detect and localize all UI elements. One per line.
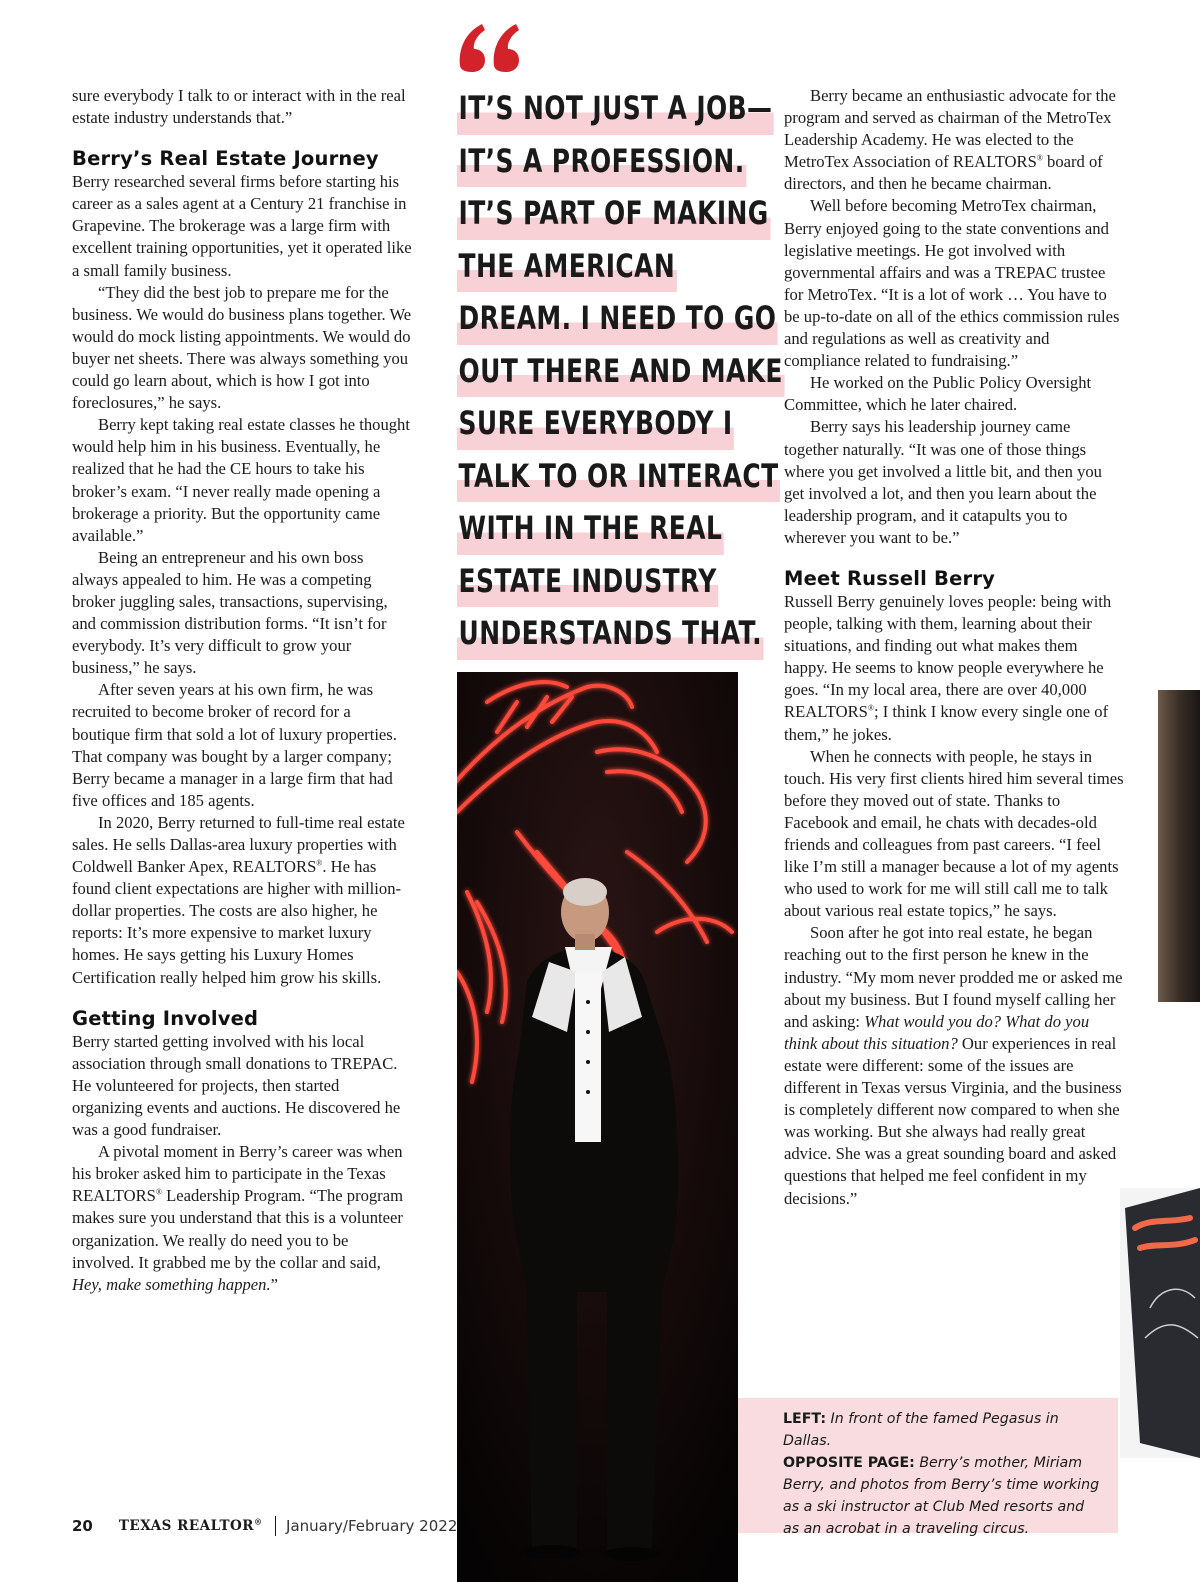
- paragraph: Being an entrepreneur and his own boss always appealed to him. He was a competing broker juggling sales, transactions, supervising, and commission distribution forms. “It isn’t for everybody. It’s very difficult to grow your business,” he says.: [72, 547, 388, 678]
- paragraph: Berry says his leadership journey came together naturally. “It was one of those things where you get involved a little bit, and then you get involved a lot, and then you learn about the leadership program, and it catapults you to wherever you want to be.”: [784, 417, 1102, 547]
- page-footer: [72, 1515, 457, 1537]
- registered-mark: ®: [316, 858, 323, 868]
- footer-divider: [275, 1516, 277, 1536]
- paragraph: sure everybody I talk to or interact with in the real estate industry understands that.”: [72, 86, 406, 128]
- registered-mark: ®: [155, 1187, 162, 1197]
- paragraph: Berry researched several firms before starting his career as a sales agent at a Century 21 franchise in Grapevine. The brokerage was a large firm with excellent training opportunities, yet it operated like a small family business.: [72, 172, 412, 280]
- paragraph: Russell Berry genuinely loves people: being with people, talking with them, learning about their situations, and finding out what makes them happy. He seems to know people everywhere he goes. “In my local area, there are over 40,000 REALTORS®; I think I know every single one of them,” he jokes.: [784, 591, 1112, 744]
- right-article-column: [784, 85, 1124, 1210]
- pull-quote-line: OUT THERE AND MAKE: [457, 345, 784, 398]
- photo-caption: [738, 1398, 1118, 1537]
- pull-quote-line: TALK TO OR INTERACT: [457, 450, 780, 503]
- paragraph: Berry kept taking real estate classes he thought would help him in his business. Eventually, he realized that he had the CE hours to take his broker’s exam. “I never really made opening a brokerage a priority. But the opportunity came available.”: [72, 415, 410, 545]
- caption-left-text: In front of the famed Pegasus in Dallas.: [783, 1411, 1059, 1449]
- caption-left-label: LEFT:: [783, 1411, 826, 1427]
- paragraph: After seven years at his own firm, he was recruited to become broker of record for a boutique firm that sold a lot of luxury properties. That company was bought by a larger company; Berry became a manager in a large firm that had five offices and 185 agents.: [72, 680, 397, 810]
- section-heading-involved: Getting Involved: [72, 1006, 259, 1030]
- issue-date: January/February 2022: [286, 1517, 458, 1535]
- pull-quote-line: ESTATE INDUSTRY: [457, 555, 718, 608]
- pull-quote-line: IT’S PART OF MAKING: [457, 187, 770, 240]
- pull-quote-line: IT’S NOT JUST A JOB—: [457, 82, 774, 135]
- paragraph: A pivotal moment in Berry’s career was when his broker asked him to participate in the Texas REALTORS® Leadership Program. “The program makes sure you understand that this is a volunteer organization. We really do need you to be involved. It grabbed me by the collar and said, Hey, make something happen.”: [72, 1142, 403, 1294]
- pull-quote-line: THE AMERICAN: [457, 240, 677, 293]
- magazine-title: TEXAS REALTOR®: [118, 1516, 263, 1534]
- caption-opposite-label: OPPOSITE PAGE:: [783, 1455, 915, 1471]
- pull-quote-line: SURE EVERYBODY I: [457, 397, 734, 450]
- pull-quote: [457, 82, 783, 660]
- pull-quote-line: UNDERSTANDS THAT.: [457, 607, 764, 660]
- paragraph: Soon after he got into real estate, he began reaching out to the first person he knew in the industry. “My mom never prodded me or asked me about my business. But I found myself calling her and asking: What would you do? What do you think about this situation? Our experiences in real estate were different: some of the issues are different in Texas versus Virginia, and the business is completely different now compared to when she was working. But she always had really great advice. She was a great sounding board and asked questions that helped me feel confident in my decisions.”: [784, 923, 1123, 1208]
- section-heading-meet: Meet Russell Berry: [784, 566, 996, 590]
- caption-opposite-text: Berry’s mother, Miriam Berry, and photos from Berry’s time working as a ski instructor at Club Med resorts and as an acrobat in a traveling circus.: [783, 1455, 1100, 1537]
- portrait-photo-pegasus: [457, 672, 738, 1582]
- page-number: 20: [72, 1517, 93, 1535]
- quote-mark-icon: [454, 18, 524, 78]
- paragraph: Berry started getting involved with his local association through small donations to TREPAC. He volunteered for projects, then started organizing events and auctions. He discovered he was a good fundraiser.: [72, 1031, 401, 1140]
- pull-quote-line: DREAM. I NEED TO GO: [457, 292, 778, 345]
- partial-photo-right-top: [1158, 690, 1200, 1002]
- paragraph: When he connects with people, he stays in touch. His very first clients hired him several times before they moved out of state. Thanks to Facebook and email, he chats with decades-old friends and colleagues from past careers. “I feel like I’m still a manager because a lot of my agents who used to work for me will still call me to talk about various real estate topics,” he says.: [784, 746, 1124, 921]
- partial-photo-right-bottom: [1120, 1188, 1200, 1458]
- registered-mark: ®: [867, 703, 874, 713]
- paragraph: In 2020, Berry returned to full-time real estate sales. He sells Dallas-area luxury properties with Coldwell Banker Apex, REALTORS®. He has found client expectations are higher with million-dollar properties. The costs are also higher, he reports: It’s more expensive to market luxury homes. He says getting his Luxury Homes Certification really helped him grow his skills.: [72, 812, 405, 987]
- section-heading-journey: Berry’s Real Estate Journey: [72, 147, 379, 171]
- paragraph: Well before becoming MetroTex chairman, Berry enjoyed going to the state conventions and legislative meetings. He got involved with governmental affairs and was a TREPAC trustee for MetroTex. “It is a lot of work … You have to be up-to-date on all of the ethics commission rules and regulations as well as creativity and compliance related to fundraising.”: [784, 196, 1120, 371]
- pull-quote-line: IT’S A PROFESSION.: [457, 135, 746, 188]
- left-article-column: [72, 85, 412, 1296]
- registered-mark: ®: [1036, 153, 1043, 163]
- paragraph: He worked on the Public Policy Oversight Committee, which he later chaired.: [784, 373, 1092, 415]
- paragraph: Berry became an enthusiastic advocate for the program and served as chairman of the MetroTex Leadership Academy. He was elected to the MetroTex Association of REALTORS® board of directors, and then he became chairman.: [784, 86, 1116, 194]
- pull-quote-line: WITH IN THE REAL: [457, 502, 724, 555]
- paragraph: “They did the best job to prepare me for the business. We would do business plans together. We would do mock listing appointments. We would do buyer net sheets. There was always something you could go learn about, which is how I got into foreclosures,” he says.: [72, 282, 412, 413]
